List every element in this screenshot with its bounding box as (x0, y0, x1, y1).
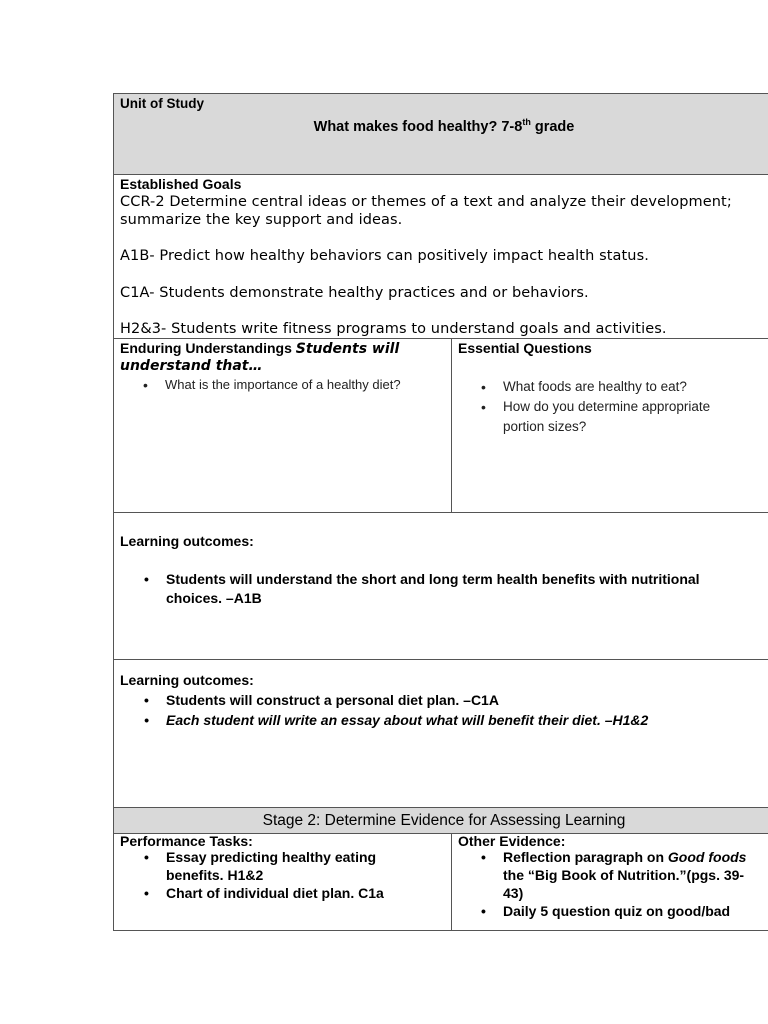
stage2-header-row (113, 807, 768, 834)
list-item: • Each student will write an essay about what will benefit their diet. –H1&2 (166, 710, 648, 730)
stage2-title: Stage 2: Determine Evidence for Assessing Learning (262, 812, 626, 829)
enduring-list (165, 377, 401, 392)
list-item: • Chart of individual diet plan. C1a (166, 884, 384, 902)
unit-label: Unit of Study (120, 96, 204, 111)
list-item: • Essay predicting healthy eating (166, 848, 384, 866)
unit-title: What makes food healthy? 7-8th grade (313, 117, 575, 135)
list-item-cont: 43) (503, 885, 524, 901)
list-item: • How do you determine appropriate (503, 397, 710, 417)
list-item: • Students will construct a personal diet plan. –C1A (166, 690, 648, 710)
learning1-list (166, 570, 700, 608)
essential-list (503, 377, 710, 437)
goal-c1a: C1A- Students demonstrate healthy practices and or behaviors. (120, 285, 589, 301)
goals-heading: Established Goals (120, 176, 242, 192)
list-item-cont: the “Big Book of Nutrition.”(pgs. 39- (503, 867, 745, 883)
learning2-list (166, 690, 648, 730)
list-item: • Daily 5 question quiz on good/bad (503, 902, 746, 920)
goal-a1b: A1B- Predict how healthy behaviors can positively impact health status. (120, 248, 649, 264)
list-item: • Reflection paragraph on Good foods (503, 848, 746, 866)
learning1-heading: Learning outcomes: (120, 533, 254, 549)
other-list (503, 848, 746, 920)
other-evidence-cell (451, 833, 768, 931)
essential-heading: Essential Questions (458, 340, 592, 356)
list-item: • What foods are healthy to eat? (503, 377, 710, 397)
list-item: • What is the importance of a healthy diet? (165, 377, 401, 392)
enduring-heading-cont: understand that… (120, 358, 263, 374)
essential-questions-cell (451, 338, 768, 513)
established-goals-row (113, 174, 768, 339)
enduring-heading: Enduring Understandings Students will (120, 340, 400, 357)
unit-of-study-row (113, 93, 768, 175)
performance-list (166, 848, 384, 902)
other-heading: Other Evidence: (458, 833, 566, 849)
performance-heading: Performance Tasks: (120, 833, 253, 849)
unit-plan-table (113, 93, 768, 931)
list-item-cont: portion sizes? (503, 419, 587, 434)
goal-ccr2-line2: summarize the key support and ideas. (120, 212, 403, 228)
learning2-heading: Learning outcomes: (120, 672, 254, 688)
list-item-cont: choices. –A1B (166, 590, 262, 606)
performance-tasks-cell (113, 833, 452, 931)
list-item: • Students will understand the short and long term health benefits with nutritional (166, 570, 700, 589)
enduring-understandings-cell (113, 338, 452, 513)
goal-ccr2-line1: CCR-2 Determine central ideas or themes of a text and analyze their development; (120, 194, 732, 210)
learning-outcomes-1-row (113, 512, 768, 660)
goal-h23: H2&3- Students write fitness programs to understand goals and activities. (120, 321, 667, 337)
list-item-cont: benefits. H1&2 (166, 867, 264, 883)
learning-outcomes-2-row (113, 659, 768, 808)
